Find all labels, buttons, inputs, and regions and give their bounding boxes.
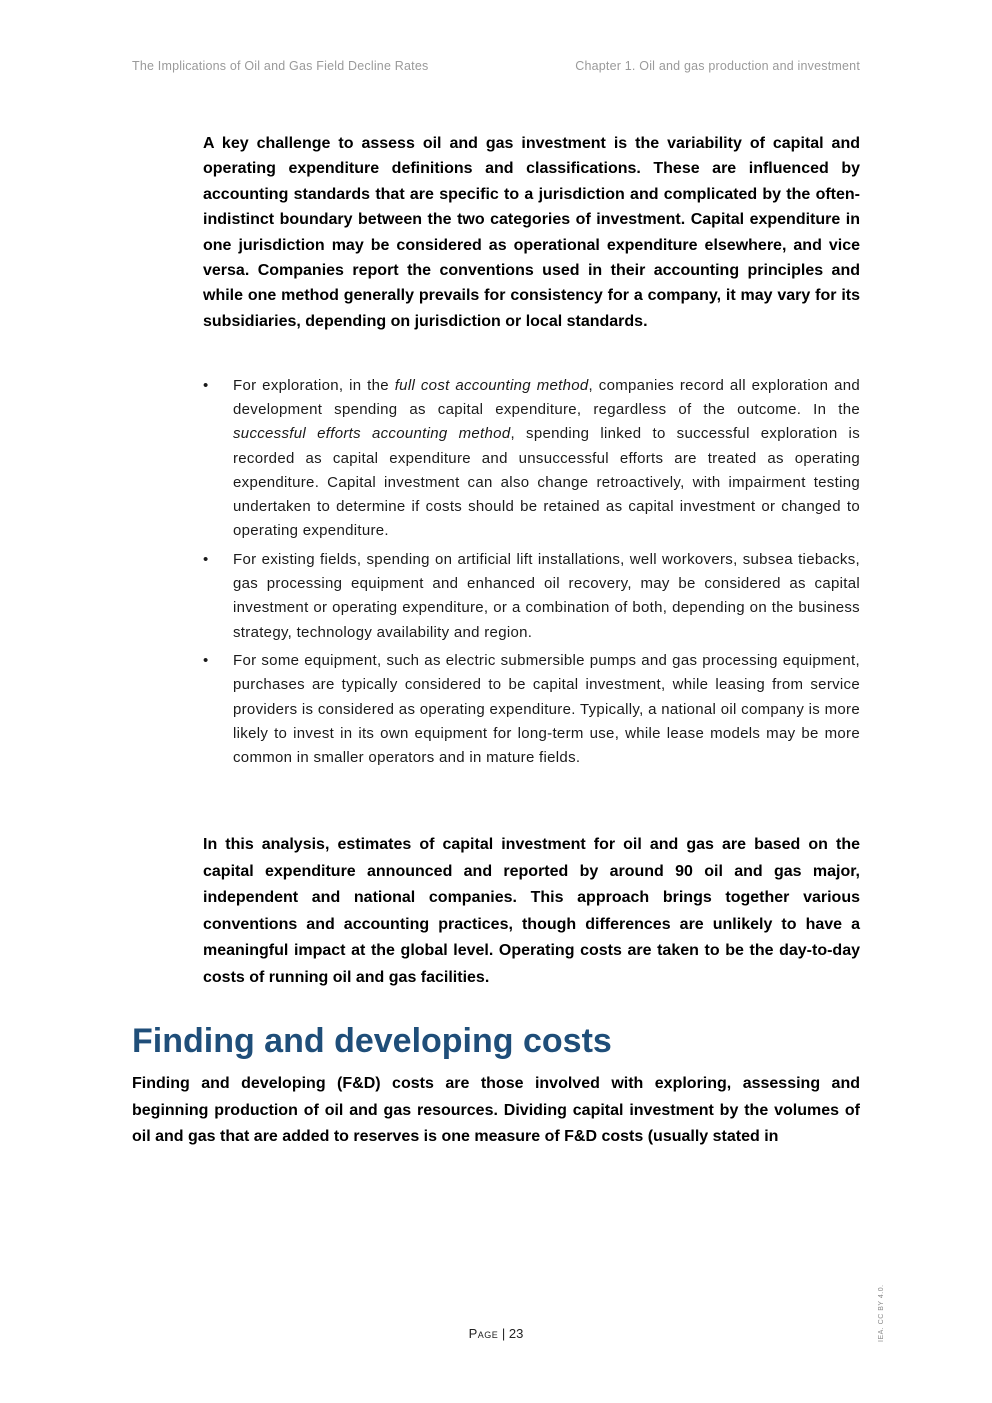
bullet-list — [203, 374, 860, 775]
analysis-paragraph: In this analysis, estimates of capital investment for oil and gas are based on the capital expenditure announced and reported by around 90 oil and gas major, independent and national companies. This approach brings together various conventions and accounting practices, though differences are unlikely to have a meaningful impact at the global level. Operating costs are taken to be the day-to-day costs of running oil and gas facilities. — [203, 836, 860, 986]
bullet-icon: • — [203, 550, 209, 568]
page-label: Page — [468, 1326, 499, 1341]
page-footer — [0, 1326, 992, 1341]
section-heading: Finding and developing costs — [132, 1022, 612, 1060]
bullet-emphasis-full-cost: full cost accounting method — [394, 377, 589, 394]
bullet-text: For some equipment, such as electric submersible pumps and gas processing equipment, purchases are typically considered to be capital investment, while leasing from service providers is considered as operating expenditure. Typically, a national oil company is more likely to invest in its own equipment for long-term use, while lease models may be more common in smaller operators and in mature fields. — [233, 652, 860, 767]
intro-box — [203, 131, 860, 334]
bullet-item-equipment — [203, 649, 860, 770]
bullet-icon: • — [203, 377, 209, 394]
bullet-text: For existing fields, spending on artificial lift installations, well workovers, subsea tiebacks, gas processing equipment and enhanced oil recovery, may be considered as capital investment or operating expenditure, or a combination of both, depending on the business strategy, technology availability and region. — [233, 550, 860, 641]
bullet-text-part: , companies record all exploration and development spending as capital expenditure, regardless of the outcome. In the — [233, 377, 860, 419]
header-document-title: The Implications of Oil and Gas Field Decline Rates — [132, 59, 429, 73]
page-number: 23 — [508, 1326, 524, 1341]
analysis-box — [203, 832, 860, 992]
bullet-text-part: , spending linked to successful exploration is recorded as capital expenditure and unsuccessful efforts are treated as operating expenditure. Capital investment can also change retroactively, with impairment testing undertaken to determine if costs should be retained as capital investment or changed to operating expenditure. — [233, 425, 860, 540]
bullet-emphasis-successful-efforts: successful efforts accounting method — [233, 425, 511, 443]
bullet-icon: • — [203, 652, 209, 670]
page-separator: | — [498, 1326, 509, 1341]
intro-paragraph: A key challenge to assess oil and gas investment is the variability of capital and operating expenditure definitions and classifications. These are influenced by accounting standards that are specific to a jurisdiction and complicated by the often-indistinct boundary between the two categories of investment. Capital expenditure in one jurisdiction may be considered as operational expenditure elsewhere, and vice versa. Companies report the conventions used in their accounting principles and while one method generally prevails for consistency for a company, it may vary for its subsidiaries, depending on jurisdiction or local standards. — [203, 135, 860, 330]
header-chapter-title: Chapter 1. Oil and gas production and investment — [575, 59, 860, 73]
bullet-item-exploration — [203, 374, 860, 543]
license-notice: IEA. CC BY 4.0. — [878, 1284, 885, 1342]
section-paragraph: Finding and developing (F&D) costs are those involved with exploring, assessing and beginning production of oil and gas resources. Dividing capital investment by the volumes of oil and gas that are added to reserves is one measure of F&D costs (usually stated in — [132, 1075, 860, 1146]
bullet-text-part: For exploration, in the — [233, 377, 395, 394]
bullet-item-existing-fields — [203, 548, 860, 645]
running-header — [132, 59, 860, 73]
